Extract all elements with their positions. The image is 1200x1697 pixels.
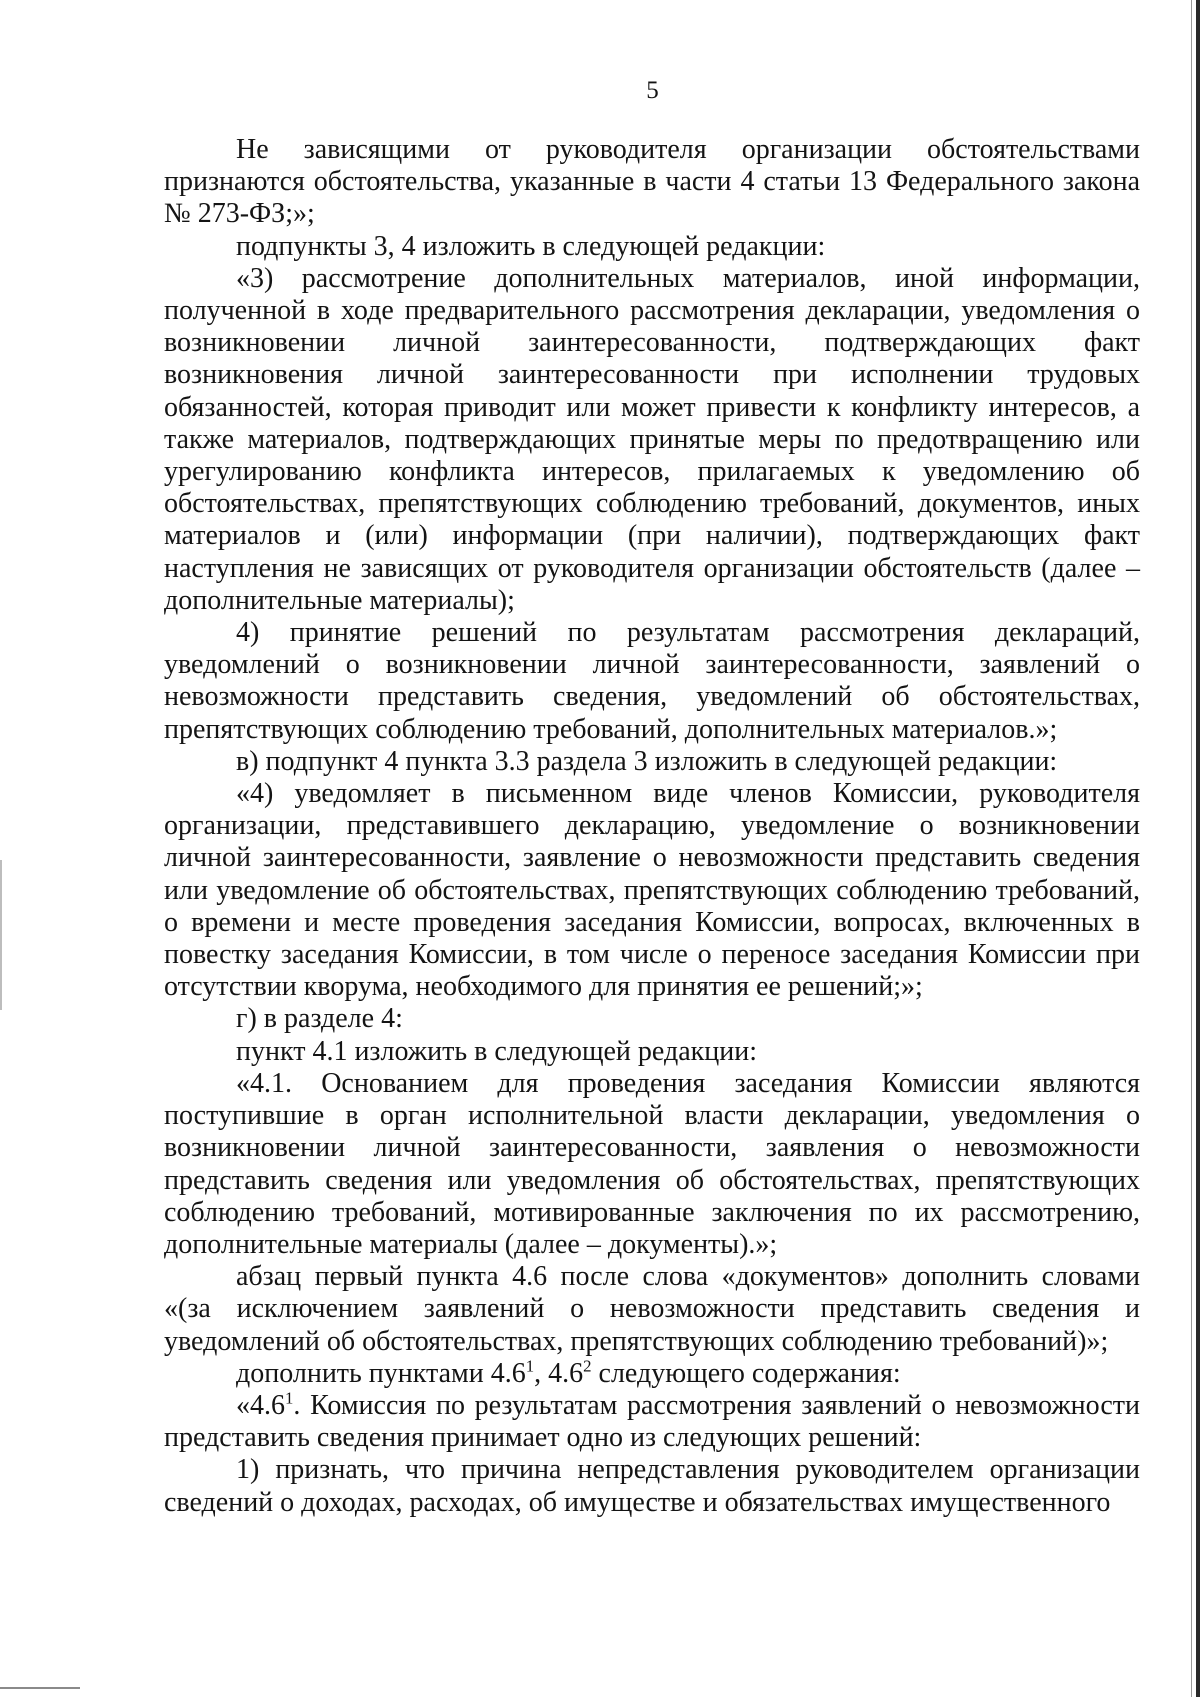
paragraph-point-4-1-intro: пункт 4.1 изложить в следующей редакции: <box>236 1035 757 1067</box>
page-number: 5 <box>646 77 659 104</box>
paragraph-subpoint-4-notify: «4) уведомляет в письменном виде членов Комиссии, руководителя организации, представившего декларацию, уведомление о возникновении личной заинтересованности, заявление о невозможности представить сведения или уведомление об обстоятельствах, препятствующих соблюдению требований, о времени и месте проведения заседания Комиссии, вопросах, включенных в повестку заседания Комиссии, в том числе о переносе заседания Комиссии при отсутствии кворума, необходимого для принятия ее решений;»; <box>164 778 1140 1003</box>
paragraph-add-points: дополнить пунктами $4.6^1$, $4.6^2$ следующего содержания: <box>236 1356 901 1389</box>
paragraph-subpoints-3-4: подпункты 3, 4 изложить в следующей редакции: <box>236 230 826 262</box>
scan-left-artifact <box>0 860 2 1010</box>
paragraph-point-4-6-1: «$4.6^1$. Комиссия по результатам рассмотрения заявлений о невозможности представить сведения принимает одно из следующих решений: <box>164 1388 1140 1454</box>
scan-right-edge <box>1196 0 1200 1697</box>
paragraph-point-4-1: «4.1. Основанием для проведения заседания Комиссии являются поступившие в орган исполнительной власти декларации, уведомления о возникновении личной заинтересованности, заявления о невозможности представить сведения или уведомления об обстоятельствах, препятствующих соблюдению требований, мотивированные заключения по их рассмотрению, дополнительные материалы (далее – документы).»; <box>164 1067 1140 1260</box>
scan-right-edge-line <box>1191 0 1192 1697</box>
document-body <box>164 134 1140 1519</box>
paragraph-subpoint-3: «3) рассмотрение дополнительных материалов, иной информации, полученной в ходе предварительного рассмотрения декларации, уведомления о возникновении личной заинтересованности, подтверждающих факт возникновения личной заинтересованности при исполнении трудовых обязанностей, которая приводит или может привести к конфликту интересов, а также материалов, подтверждающих принятые меры по предотвращению или урегулированию конфликта интересов, прилагаемых к уведомлению об обстоятельствах, препятствующих соблюдению требований, документов, иных материалов и (или) информации (при наличии), подтверждающих факт наступления не зависящих от руководителя организации обстоятельств (далее – дополнительные материалы); <box>164 262 1140 616</box>
scan-bottom-artifact <box>0 1687 80 1689</box>
paragraph-independent-circumstances: Не зависящими от руководителя организации обстоятельствами признаются обстоятельства, указанные в части 4 статьи 13 Федерального закона № 273-ФЗ;»; <box>164 134 1140 230</box>
paragraph-item-v: в) подпункт 4 пункта 3.3 раздела 3 изложить в следующей редакции: <box>236 745 1058 777</box>
paragraph-item-g: г) в разделе 4: <box>236 1003 403 1035</box>
paragraph-decision-1: 1) признать, что причина непредставления руководителем организации сведений о доходах, расходах, об имуществе и обязательствах имущественного <box>164 1454 1140 1518</box>
paragraph-point-4-6-amend: абзац первый пункта 4.6 после слова «документов» дополнить словами «(за исключением заявлений о невозможности представить сведения и уведомлений об обстоятельствах, препятствующих соблюдению требований)»; <box>164 1261 1140 1357</box>
paragraph-subpoint-4: 4) принятие решений по результатам рассмотрения деклараций, уведомлений о возникновении личной заинтересованности, заявлений о невозможности представить сведения, уведомлений об обстоятельствах, препятствующих соблюдению требований, дополнительных материалов.»; <box>164 617 1140 745</box>
